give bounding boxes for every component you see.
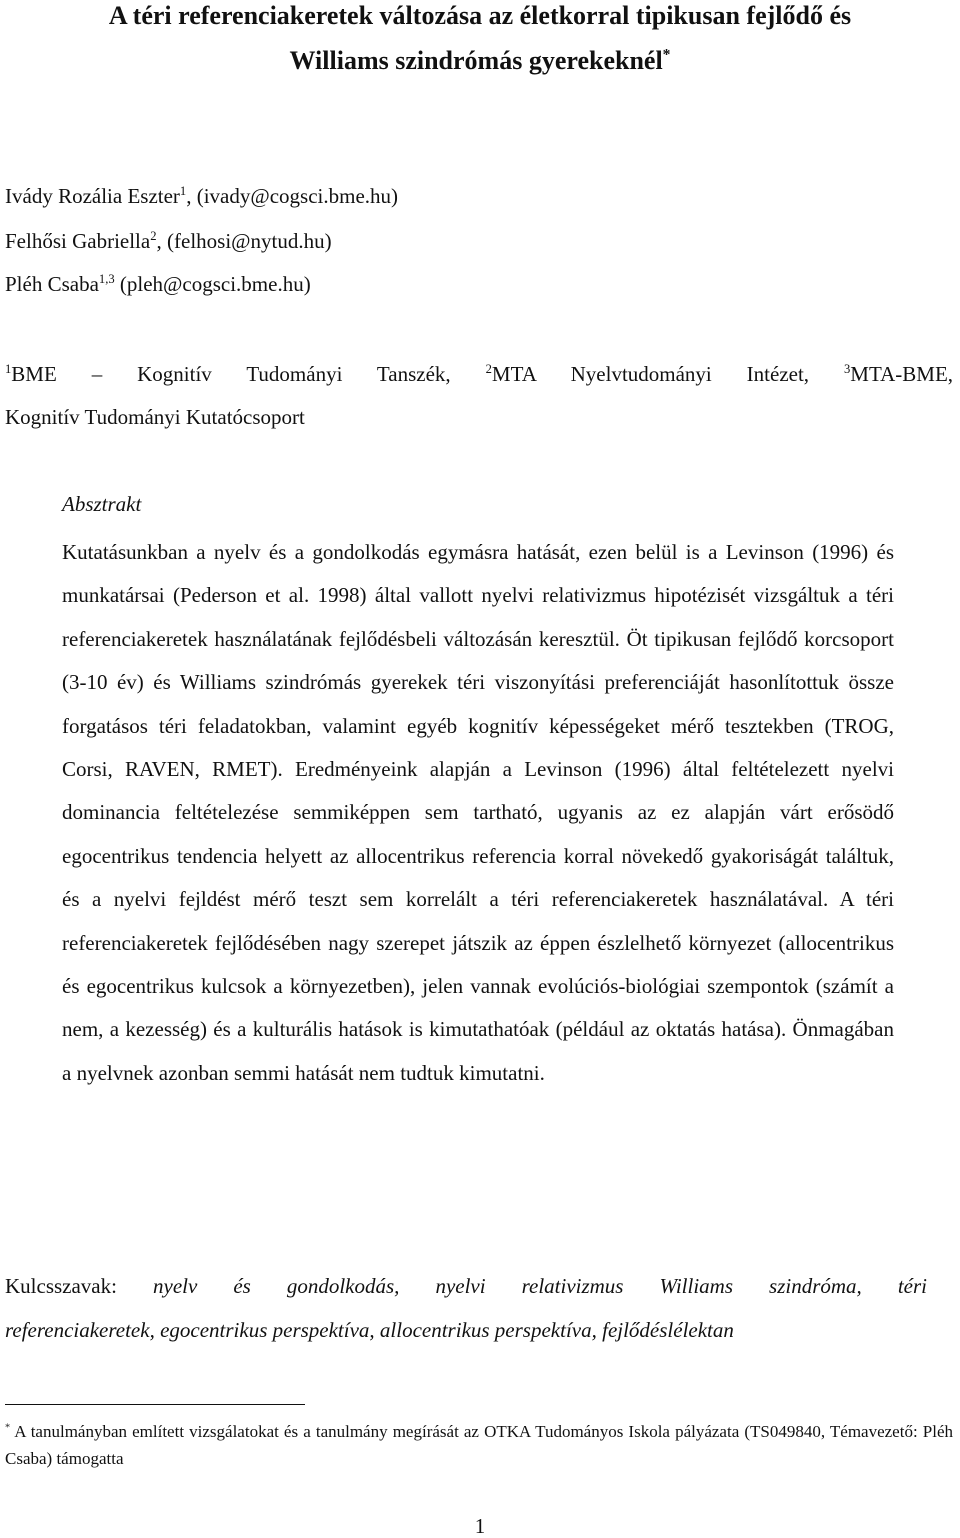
affiliation-3-text: MTA-BME,: [850, 362, 954, 386]
affiliation-3: [844, 362, 953, 386]
author-2: [5, 228, 332, 254]
author-3: [5, 271, 311, 297]
footnote: [5, 1418, 953, 1472]
author-name: Felhősi Gabriella: [5, 229, 151, 253]
author-email: (pleh@cogsci.bme.hu): [114, 272, 311, 296]
footnote-divider: [5, 1404, 305, 1405]
author-email: , (felhosi@nytud.hu): [156, 229, 332, 253]
page-number: 1: [474, 1514, 486, 1538]
keywords-line-1: [5, 1273, 927, 1299]
affiliation-2-sup: 2: [485, 362, 492, 376]
author-affiliation-sup: 2: [150, 229, 157, 243]
affiliation-3-sup: 3: [843, 362, 851, 376]
affiliation-1: [5, 362, 451, 386]
author-affiliation-sup: 1: [179, 184, 187, 198]
footnote-mark: *: [5, 1422, 11, 1434]
affiliations-line-1: [5, 361, 953, 387]
keywords-label: Kulcsszavak:: [5, 1274, 117, 1298]
author-name: Pléh Csaba: [5, 272, 99, 296]
author-email: , (ivady@cogsci.bme.hu): [186, 184, 399, 208]
affiliation-1-text: BME – Kognitív Tudományi Tanszék,: [11, 362, 451, 386]
author-affiliation-sup: 1,3: [98, 272, 115, 286]
title-line-2: [0, 45, 960, 77]
author-1: [5, 183, 398, 209]
keywords-terms-1: nyelv és gondolkodás, nyelvi relativizmus Williams szindróma, téri: [153, 1274, 927, 1298]
title-footnote-mark: *: [662, 46, 671, 64]
abstract-heading: Absztrakt: [62, 492, 142, 516]
keywords-terms-2: referenciakeretek, egocentrikus perspektíva, allocentrikus perspektíva, fejlődéslélektan: [5, 1318, 734, 1342]
affiliation-2-text: MTA Nyelvtudományi Intézet,: [491, 362, 810, 386]
abstract-text: Kutatásunkban a nyelv és a gondolkodás egymásra hatását, ezen belül is a Levinson (1996) és munkatársai (Pederson et al. 1998) által vallott nyelvi relativizmus hipotézisét vizsgáltuk a téri referenciakeretek használatának fejlődésbeli változásán keresztül. Öt tipikusan fejlődő korcsoport (3-10 év) és Williams szindrómás gyerekek téri viszonyítási preferenciáját hasonlítottuk össze forgatásos téri feladatokban, valamint egyéb kognitív képességeket mérő tesztekben (TROG, Corsi, RAVEN, RMET). Eredményeink alapján a Levinson (1996) által feltételezett nyelvi dominancia feltételezése semmiképpen sem tartható, ugyanis az ez alapján várt erősödő egocentrikus tendencia helyett az allocentrikus referencia korral növekedő gyakoriságát találtuk, és a nyelvi fejldést mérő teszt sem korrelált a téri referenciakeretek használatával. A téri referenciakeretek fejlődésében nagy szerepet játszik az éppen észlelhető környezet (allocentrikus és egocentrikus kulcsok a környezetben), jelen vannak evolúciós-biológiai szempontok (számít a nem, a kezesség) és a kulturális hatások is kimutathatóak (például az oktatás hatása). Önmagában a nyelvnek azonban semmi hatását nem tudtuk kimutatni.: [62, 540, 894, 1085]
title-text: Williams szindrómás gyerekeknél: [289, 46, 663, 75]
affiliation-1-sup: 1: [5, 362, 12, 376]
title-line-1: A téri referenciakeretek változása az életkorral tipikusan fejlődő és: [108, 1, 852, 30]
affiliation-2: [486, 362, 809, 386]
keywords-line-2: [5, 1317, 927, 1343]
author-name: Ivády Rozália Eszter: [5, 184, 180, 208]
affiliations-line-2: Kognitív Tudományi Kutatócsoport: [5, 405, 305, 429]
footnote-text: A tanulmányban említett vizsgálatokat és a tanulmány megírását az OTKA Tudományos Iskola pályázata (TS049840, Témavezető: Pléh Csaba) támogatta: [5, 1422, 953, 1468]
